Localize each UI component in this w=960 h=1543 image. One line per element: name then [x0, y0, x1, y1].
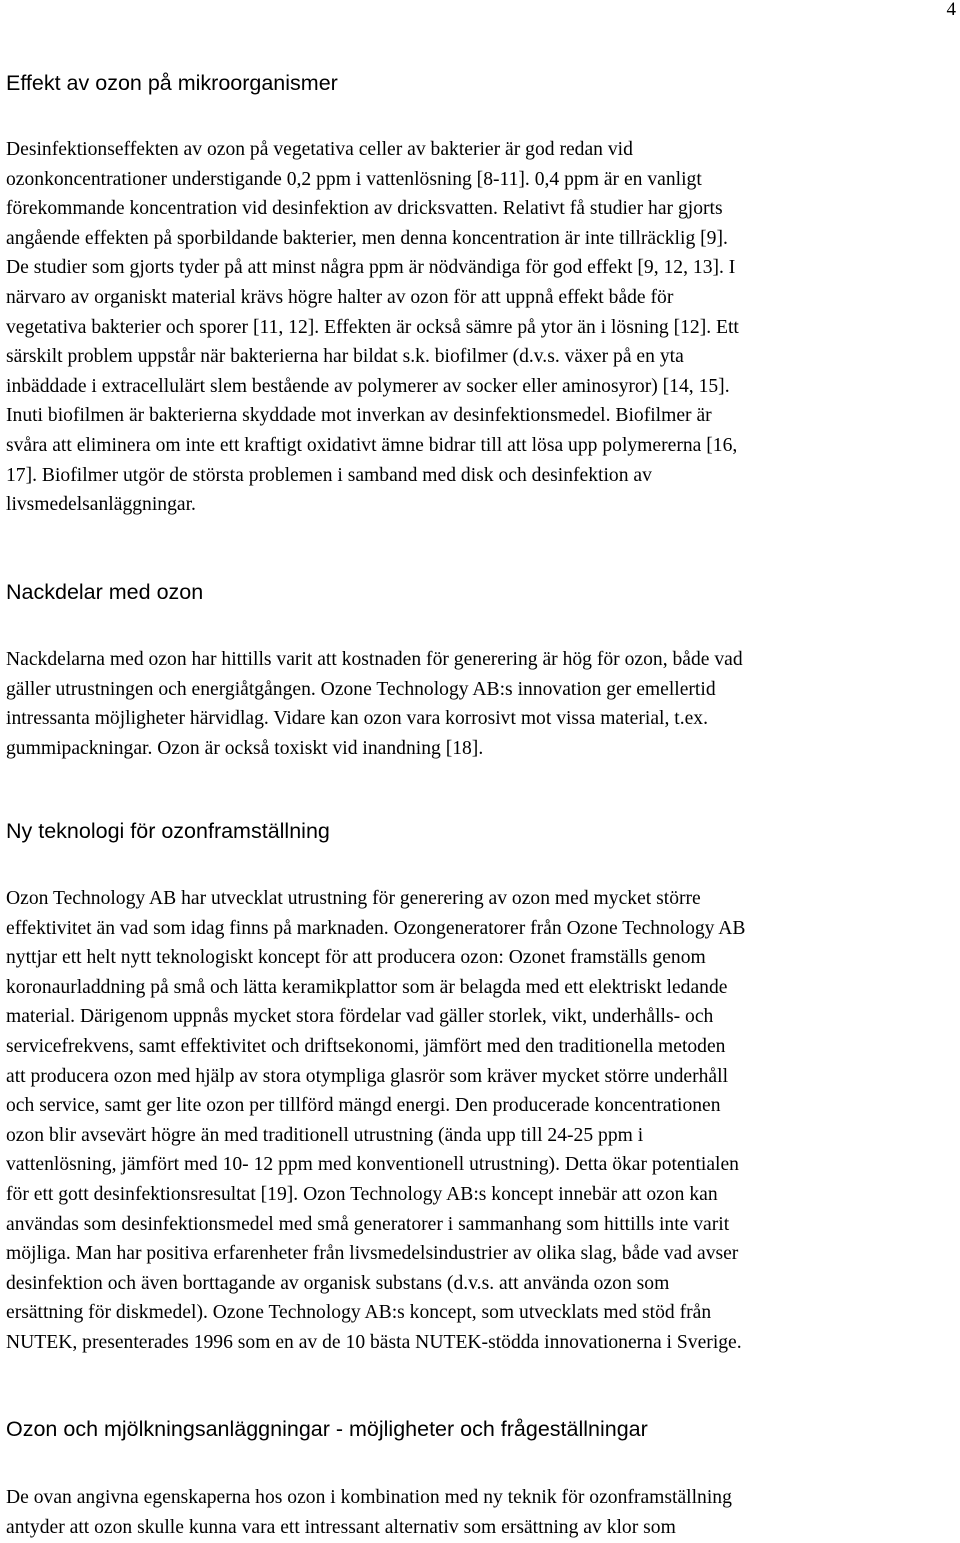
text-line: desinfektion och även borttagande av organisk substans (d.v.s. att använda ozon som	[6, 1272, 670, 1294]
section-paragraph-mikroorganismer	[6, 135, 960, 520]
text-line: ozonkoncentrationer understigande 0,2 ppm i vattenlösning [8-11]. 0,4 ppm är en vanligt	[6, 168, 702, 190]
text-line: koronaurladdning på små och lätta keramikplattor som är belagda med ett elektriskt ledande	[6, 976, 728, 998]
text-line: Inuti biofilmen är bakterierna skyddade mot inverkan av desinfektionsmedel. Biofilmer är	[6, 405, 712, 427]
section-heading-mikroorganismer: Effekt av ozon på mikroorganismer	[6, 71, 338, 95]
text-line: material. Därigenom uppnås mycket stora fördelar vad gäller storlek, vikt, underhålls- och	[6, 1006, 714, 1028]
text-line: ozon blir avsevärt högre än med traditionell utrustning (ända upp till 24-25 ppm i	[6, 1124, 644, 1146]
text-line: antyder att ozon skulle kunna vara ett intressant alternativ som ersättning av klor som	[6, 1516, 676, 1538]
text-line: 17]. Biofilmer utgör de största problemen i samband med disk och desinfektion av	[6, 464, 652, 486]
section-paragraph-nackdelar	[6, 645, 960, 763]
text-line: ersättning för diskmedel). Ozone Technology AB:s koncept, som utvecklats med stöd från	[6, 1302, 712, 1324]
text-line: Ozon Technology AB har utvecklat utrustning för generering av ozon med mycket större	[6, 888, 701, 909]
text-line: särskilt problem uppstår när bakterierna har bildat s.k. biofilmer (d.v.s. växer på en yta	[6, 346, 684, 368]
text-line: vegetativa bakterier och sporer [11, 12]. Effekten är också sämre på ytor än i lösning [12]. Ett	[6, 316, 739, 338]
text-line: De studier som gjorts tyder på att minst några ppm är nödvändiga för god effekt [9, 12, 13]. I	[6, 257, 736, 279]
text-line: intressanta möjligheter härvidlag. Vidare kan ozon vara korrosivt mot vissa material, t.ex.	[6, 708, 708, 730]
text-line: gäller utrustningen och energiåtgången. Ozone Technology AB:s innovation ger emellertid	[6, 678, 716, 700]
text-line: inbäddade i extracellulärt slem bestående av polymerer av socker eller aminosyror) [14, 15].	[6, 375, 730, 397]
text-line: livsmedelsanläggningar.	[6, 494, 196, 516]
text-line: NUTEK, presenterades 1996 som en av de 10 bästa NUTEK-stödda innovationerna i Sverige.	[6, 1331, 742, 1353]
text-line: Nackdelarna med ozon har hittills varit att kostnaden för generering är hög för ozon, både vad	[6, 649, 743, 670]
text-line: effektivitet än vad som idag finns på marknaden. Ozongeneratorer från Ozone Technology AB	[6, 917, 746, 939]
text-line: för ett gott desinfektionsresultat [19]. Ozon Technology AB:s koncept innebär att ozon kan	[6, 1183, 718, 1205]
text-line: Desinfektionseffekten av ozon på vegetativa celler av bakterier är god redan vid	[6, 139, 633, 160]
text-line: servicefrekvens, samt effektivitet och driftsekonomi, jämfört med den traditionella metoden	[6, 1035, 726, 1057]
text-line: möjliga. Man har positiva erfarenheter från livsmedelsindustrier av olika slag, både vad avser	[6, 1243, 739, 1265]
section-heading-ny-teknologi: Ny teknologi för ozonframställning	[6, 819, 330, 843]
text-line: angående effekten på sporbildande bakterier, men denna koncentration är inte tillräcklig [9].	[6, 227, 728, 249]
text-line: och service, samt ger lite ozon per tillförd mängd energi. Den producerade koncentrationen	[6, 1095, 721, 1117]
text-line: att producera ozon med hjälp av stora otympliga glasrör som kräver mycket större underhåll	[6, 1065, 729, 1087]
section-paragraph-mjolkningsanlaggningar	[6, 1483, 960, 1542]
text-line: vattenlösning, jämfört med 10- 12 ppm med konventionell utrustning). Detta ökar potentialen	[6, 1154, 739, 1176]
section-heading-nackdelar: Nackdelar med ozon	[6, 580, 204, 604]
section-paragraph-ny-teknologi	[6, 884, 960, 1358]
text-line: förekommande koncentration vid desinfektion av dricksvatten. Relativt få studier har gjorts	[6, 198, 723, 220]
text-line: användas som desinfektionsmedel med små generatorer i sammanhang som hittills inte varit	[6, 1213, 730, 1235]
text-line: gummipackningar. Ozon är också toxiskt vid inandning [18].	[6, 737, 484, 759]
text-line: svåra att eliminera om inte ett kraftigt oxidativt ämne bidrar till att lösa upp polymererna [16,	[6, 434, 738, 456]
text-line: nyttjar ett helt nytt teknologiskt koncept för att producera ozon: Ozonet framställs genom	[6, 947, 706, 969]
text-line: De ovan angivna egenskaperna hos ozon i kombination med ny teknik för ozonframställning	[6, 1487, 732, 1508]
section-heading-mjolkningsanlaggningar: Ozon och mjölkningsanläggningar - möjligheter och frågeställningar	[6, 1417, 648, 1441]
page-number: 4	[946, 0, 956, 20]
text-line: närvaro av organiskt material krävs högre halter av ozon för att uppnå effekt både för	[6, 286, 674, 308]
